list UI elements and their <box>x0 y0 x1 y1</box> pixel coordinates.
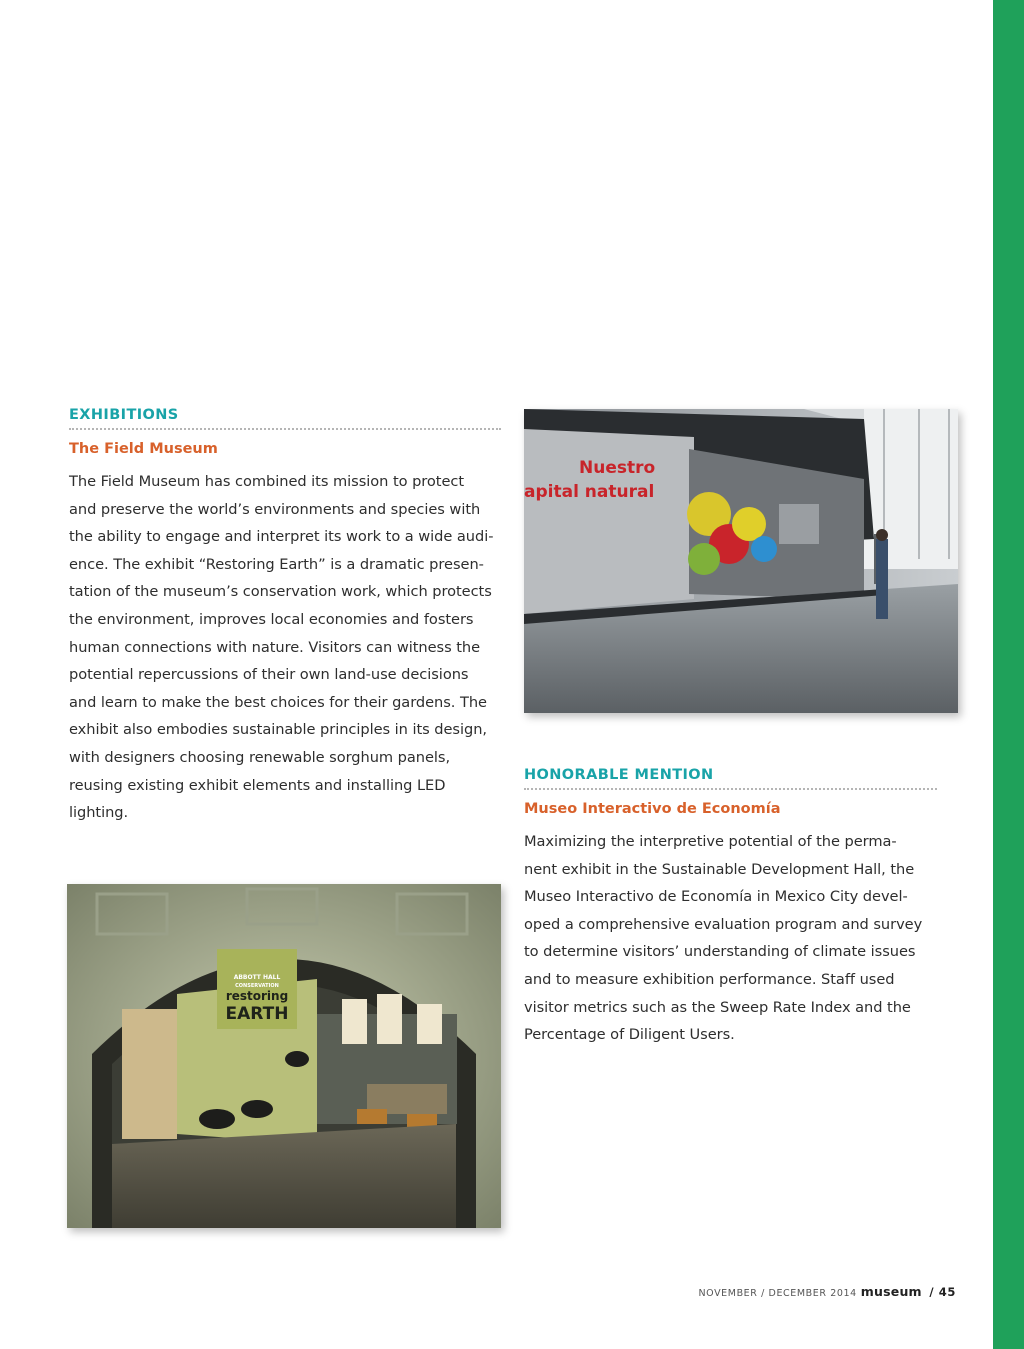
body-line: the environment, improves local economies and fosters <box>69 610 474 628</box>
section-label-honorable-mention: HONORABLE MENTION <box>524 767 714 783</box>
page-footer <box>698 1284 956 1299</box>
article-body-museo-interactivo <box>524 828 922 1049</box>
body-line: the ability to engage and interpret its work to a wide audi- <box>69 528 494 546</box>
banner-text-line-2: CONSERVATION <box>235 983 279 989</box>
body-line: ence. The exhibit “Restoring Earth” is a dramatic presen- <box>69 555 484 573</box>
footer-issue-date: NOVEMBER / DECEMBER 2014 <box>698 1288 857 1299</box>
photo-restoring-earth-exhibit <box>67 884 501 1228</box>
body-line: exhibit also embodies sustainable principles in its design, <box>69 721 487 739</box>
section-divider <box>524 788 937 790</box>
entry-title-field-museum: The Field Museum <box>69 441 218 457</box>
body-line: The Field Museum has combined its mission to protect <box>69 473 465 490</box>
body-line: potential repercussions of their own land-use decisions <box>69 666 469 684</box>
banner-text-line-3: restoring <box>225 989 289 1003</box>
body-line: nent exhibit in the Sustainable Development Hall, the <box>524 860 915 878</box>
banner-text-line-1: ABBOTT HALL <box>233 974 281 981</box>
section-label-exhibitions: EXHIBITIONS <box>69 407 179 423</box>
body-line: and preserve the world’s environments and species with <box>69 500 481 518</box>
body-line: lighting. <box>69 804 129 822</box>
body-line: with designers choosing renewable sorghum panels, <box>69 748 451 766</box>
body-line: reusing existing exhibit elements and installing LED <box>69 776 446 794</box>
footer-brand: museum <box>860 1284 922 1299</box>
body-line: Museo Interactivo de Economía in Mexico City devel- <box>524 888 908 906</box>
body-line: Maximizing the interpretive potential of the perma- <box>524 833 897 850</box>
body-line: oped a comprehensive evaluation program and survey <box>524 915 923 933</box>
body-line: human connections with nature. Visitors can witness the <box>69 638 481 656</box>
photo-museo-interactivo-hall <box>524 409 958 713</box>
body-line: visitor metrics such as the Sweep Rate Index and the <box>524 998 911 1016</box>
section-divider <box>69 428 501 430</box>
body-line: tation of the museum’s conservation work, which protects <box>69 583 492 601</box>
body-line: Percentage of Diligent Users. <box>524 1026 735 1044</box>
page-edge-color-bar <box>993 0 1024 1349</box>
entry-title-museo-interactivo: Museo Interactivo de Economía <box>524 801 781 817</box>
body-line: and learn to make the best choices for their gardens. The <box>69 693 487 711</box>
body-line: and to measure exhibition performance. Staff used <box>524 970 895 988</box>
banner-text-line-4: EARTH <box>225 1004 289 1024</box>
sign-text-line-2: apital natural <box>524 482 655 502</box>
sign-text-line-1: Nuestro <box>579 458 656 478</box>
body-line: to determine visitors’ understanding of climate issues <box>524 943 916 961</box>
article-body-field-museum <box>69 468 493 827</box>
footer-page-number: / 45 <box>929 1285 956 1299</box>
